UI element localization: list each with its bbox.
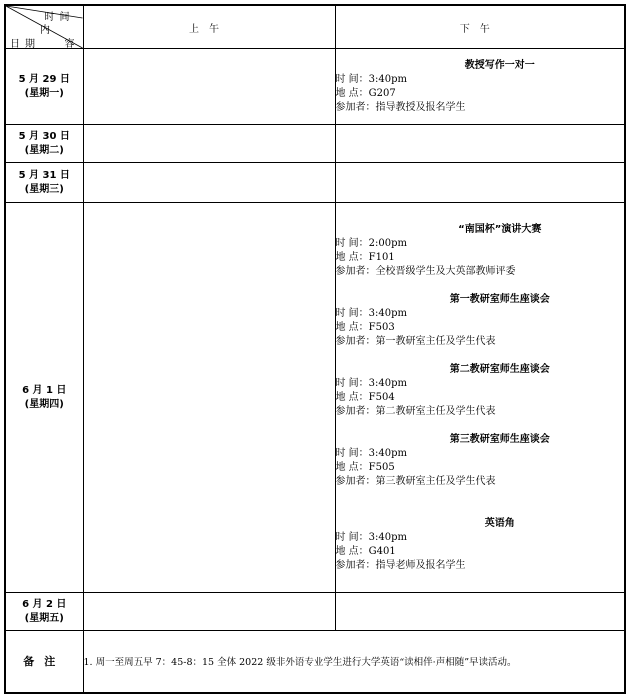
- notes-row: [5, 631, 625, 693]
- event-title: 第二教研室师生座谈会: [449, 363, 550, 375]
- event-spacer: [336, 503, 625, 517]
- event-attendees: 参加者：第三教研室主任及学生代表: [335, 475, 496, 487]
- event-spacer: [336, 279, 625, 293]
- event-title: 教授写作一对一: [464, 59, 535, 71]
- event-spacer: [336, 419, 625, 433]
- event-attendees: 参加者：第一教研室主任及学生代表: [335, 335, 496, 347]
- date-cell: [5, 163, 83, 203]
- event-spacer: [336, 489, 625, 503]
- day-row: [5, 163, 625, 203]
- afternoon-cell: [335, 163, 625, 203]
- corner-content-label-1: 内: [40, 25, 50, 36]
- event-time: 时 间：3:40pm: [335, 447, 408, 459]
- date-label: 6 月 2 日: [22, 598, 67, 610]
- morning-cell: [83, 125, 335, 163]
- event-attendees: 参加者：指导老师及报名学生: [335, 559, 466, 571]
- date-cell: [5, 49, 83, 125]
- weekday-label: (星期一): [24, 87, 64, 99]
- afternoon-header: 下午: [335, 5, 625, 49]
- date-label: 6 月 1 日: [22, 384, 67, 396]
- event-place: 地 点：G207: [335, 87, 396, 99]
- event-attendees: 参加者：指导教授及报名学生: [335, 101, 466, 113]
- event-title: 英语角: [484, 517, 515, 529]
- morning-cell: [83, 593, 335, 631]
- event-spacer: [336, 349, 625, 363]
- day-row: [5, 49, 625, 125]
- afternoon-cell: [335, 593, 625, 631]
- event-place: 地 点：F503: [335, 321, 395, 333]
- morning-cell: [83, 163, 335, 203]
- morning-cell: [83, 49, 335, 125]
- event-place: 地 点：F101: [335, 251, 395, 263]
- header-row: [5, 5, 625, 49]
- weekday-label: (星期三): [24, 183, 64, 195]
- event-place: 地 点：F504: [335, 391, 395, 403]
- weekday-label: (星期四): [24, 398, 64, 410]
- event-time: 时 间：3:40pm: [335, 531, 408, 543]
- afternoon-cell: [335, 203, 625, 593]
- event-attendees: 参加者：全校晋级学生及大英部教师评委: [335, 265, 516, 277]
- weekday-label: (星期五): [24, 612, 64, 624]
- notes-text: 1. 周一至周五早 7：45-8：15 全体 2022 级非外语专业学生进行大学英语“读相伴·声相随”早读活动。: [83, 631, 625, 693]
- date-cell: [5, 125, 83, 163]
- event-time: 时 间：2:00pm: [335, 237, 408, 249]
- day-row: [5, 203, 625, 593]
- event-place: 地 点：F505: [335, 461, 395, 473]
- date-label: 5 月 29 日: [18, 73, 70, 85]
- afternoon-cell: [335, 125, 625, 163]
- weekday-label: (星期二): [24, 144, 64, 156]
- notes-label: 备注: [5, 631, 83, 693]
- event-place: 地 点：G401: [335, 545, 396, 557]
- afternoon-cell: [335, 49, 625, 125]
- date-label: 5 月 31 日: [18, 169, 70, 181]
- day-row: [5, 125, 625, 163]
- date-label: 5 月 30 日: [18, 130, 70, 142]
- event-title: “南国杯”演讲大赛: [458, 223, 542, 235]
- event-attendees: 参加者：第二教研室主任及学生代表: [335, 405, 496, 417]
- event-title: 第三教研室师生座谈会: [449, 433, 550, 445]
- date-cell: [5, 593, 83, 631]
- morning-cell: [83, 203, 335, 593]
- header-corner-cell: [5, 5, 83, 49]
- corner-date-label: 日期: [10, 39, 40, 50]
- date-cell: [5, 203, 83, 593]
- event-time: 时 间：3:40pm: [335, 307, 408, 319]
- corner-content-label-2: 容: [64, 39, 75, 50]
- schedule-table: [4, 4, 626, 694]
- day-row: [5, 593, 625, 631]
- event-time: 时 间：3:40pm: [335, 377, 408, 389]
- corner-time-label: 时间: [44, 12, 75, 23]
- event-time: 时 间：3:40pm: [335, 73, 408, 85]
- event-title: 第一教研室师生座谈会: [449, 293, 550, 305]
- morning-header: 上午: [83, 5, 335, 49]
